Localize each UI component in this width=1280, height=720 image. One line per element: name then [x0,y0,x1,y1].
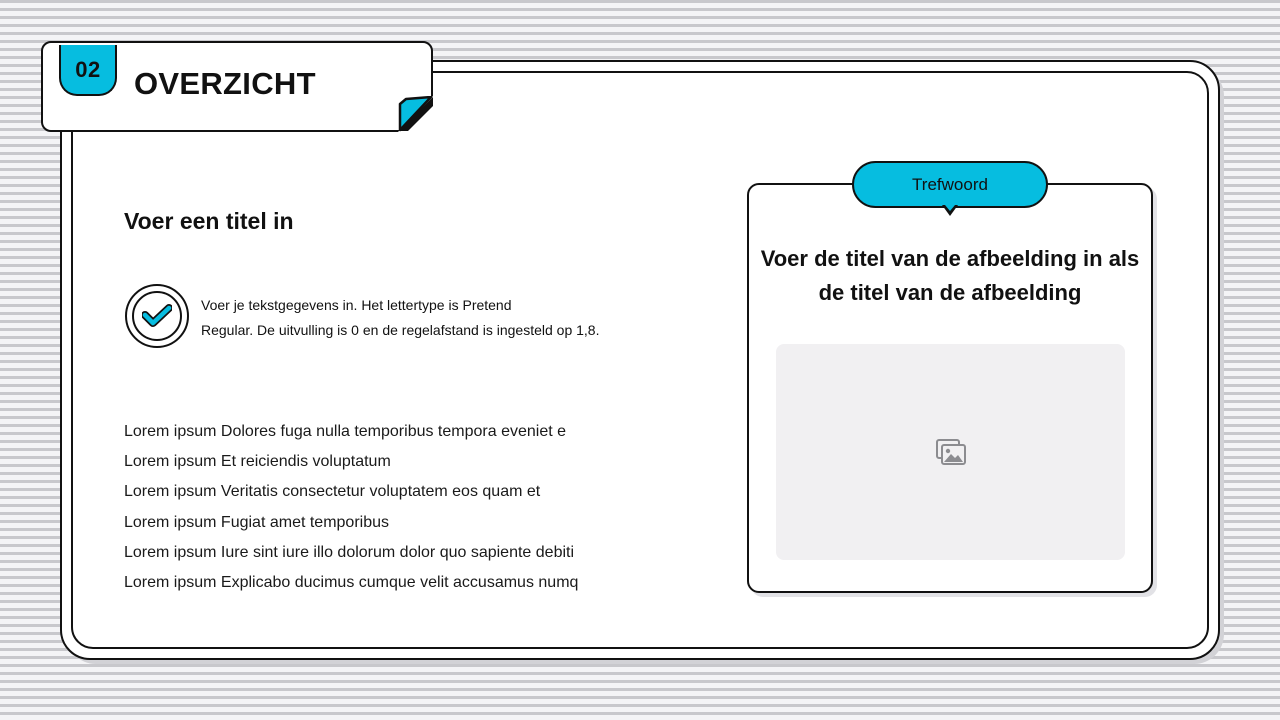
text-list [124,417,578,598]
description-line: Voer je tekstgegevens in. Het lettertype is Pretend [201,297,512,313]
section-number-badge [59,45,117,96]
page-fold-icon [398,96,434,132]
check-badge-inner [132,291,182,341]
list-item: Lorem ipsum Et reiciendis voluptatum [124,453,391,471]
list-item: Lorem ipsum Veritatis consectetur voluptatem eos quam et [124,483,541,501]
section-number: 02 [75,56,101,82]
image-title-line: de titel van de afbeelding [818,280,1082,305]
check-badge [125,284,189,348]
image-placeholder-icon [935,438,967,466]
list-item: Lorem ipsum Iure sint iure illo dolorum dolor quo sapiente debiti [124,543,575,561]
description-text [201,293,641,343]
list-item: Lorem ipsum Explicabo ducimus cumque velit accusamus numq [124,574,579,592]
image-title-line: Voer de titel van de afbeelding in als [760,246,1140,271]
image-title [750,242,1150,310]
image-placeholder[interactable] [776,344,1125,560]
list-item: Lorem ipsum Dolores fuga nulla temporibus tempora eveniet e [124,423,567,440]
page-title: Voer een titel in [124,208,294,234]
description-line: Regular. De uitvulling is 0 en de regelafstand is ingesteld op 1,8. [201,322,600,338]
keyword-label [852,161,1048,208]
section-title: OVERZICHT [134,66,316,101]
check-icon [142,304,172,328]
list-item: Lorem ipsum Fugiat amet temporibus [124,513,389,531]
keyword-text: Trefwoord [912,174,988,194]
pill-pointer [941,205,959,217]
